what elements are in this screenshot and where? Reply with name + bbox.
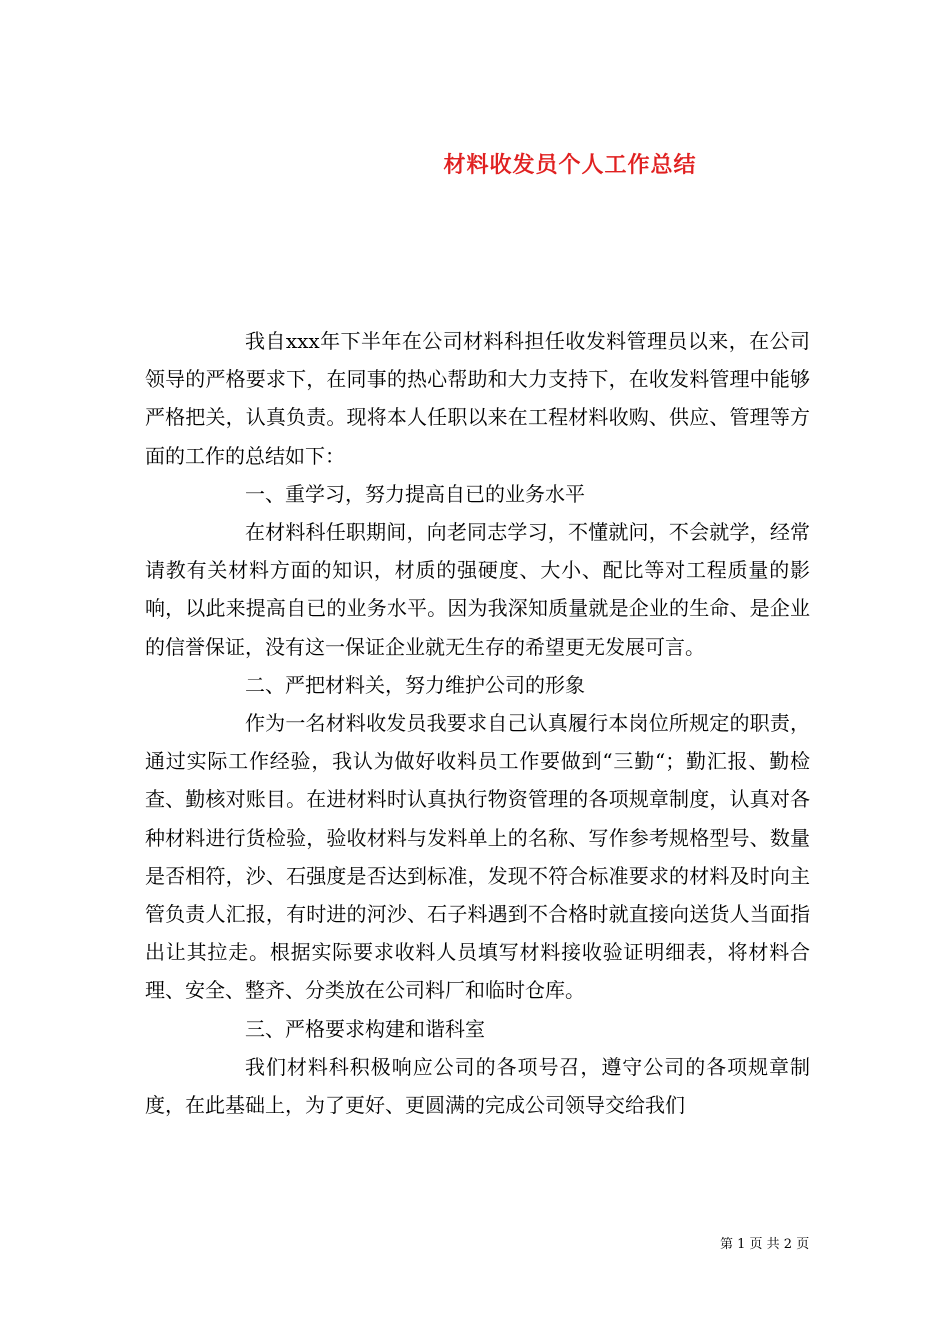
page-number-footer: 第 1 页 共 2 页 xyxy=(720,1237,810,1252)
paragraph-section-1: 在材料科任职期间，向老同志学习，不懂就问，不会就学，经常请教有关材料方面的知识，材质的强硬度、大小、配比等对工程质量的影响，以此来提高自已的业务水平。因为我深知质量就是企业的生命、是企业的信誉保证，没有这一保证企业就无生存的希望更无发展可言。 xyxy=(145,520,810,659)
paragraph-section-2: 作为一名材料收发员我要求自己认真履行本岗位所规定的职责，通过实际工作经验，我认为做好收料员工作要做到“三勤“；勤汇报、勤检查、勤核对账目。在进材料时认真执行物资管理的各项规章制度，认真对各种材料进行货检验，验收材料与发料单上的名称、写作参考规格型号、数量是否相符，沙、石强度是否达到标准，发现不符合标准要求的材料及时向主管负责人汇报，有时进的河沙、石子料遇到不合格时就直接向送货人当面指出让其拉走。根据实际要求收料人员填写材料接收验证明细表，将材料合理、安全、整齐、分类放在公司料厂和临时仓库。 xyxy=(145,711,810,1003)
section-heading-3: 三、严格要求构建和谐科室 xyxy=(245,1016,485,1041)
paragraph-intro: 我自xxx年下半年在公司材料科担任收发料管理员以来，在公司领导的严格要求下，在同事的热心帮助和大力支持下，在收发料管理中能够严格把关，认真负责。现将本人任职以来在工程材料收购、供应、管理等方面的工作的总结如下： xyxy=(145,329,810,468)
paragraph-section-3: 我们材料科积极响应公司的各项号召，遵守公司的各项规章制度，在此基础上，为了更好、更圆满的完成公司领导交给我们 xyxy=(145,1054,810,1118)
section-heading-2: 二、严把材料关，努力维护公司的形象 xyxy=(245,672,585,697)
section-heading-1: 一、重学习，努力提高自已的业务水平 xyxy=(245,481,585,506)
document-body xyxy=(145,322,810,1124)
page-title: 材料收发员个人工作总结 xyxy=(443,151,697,178)
